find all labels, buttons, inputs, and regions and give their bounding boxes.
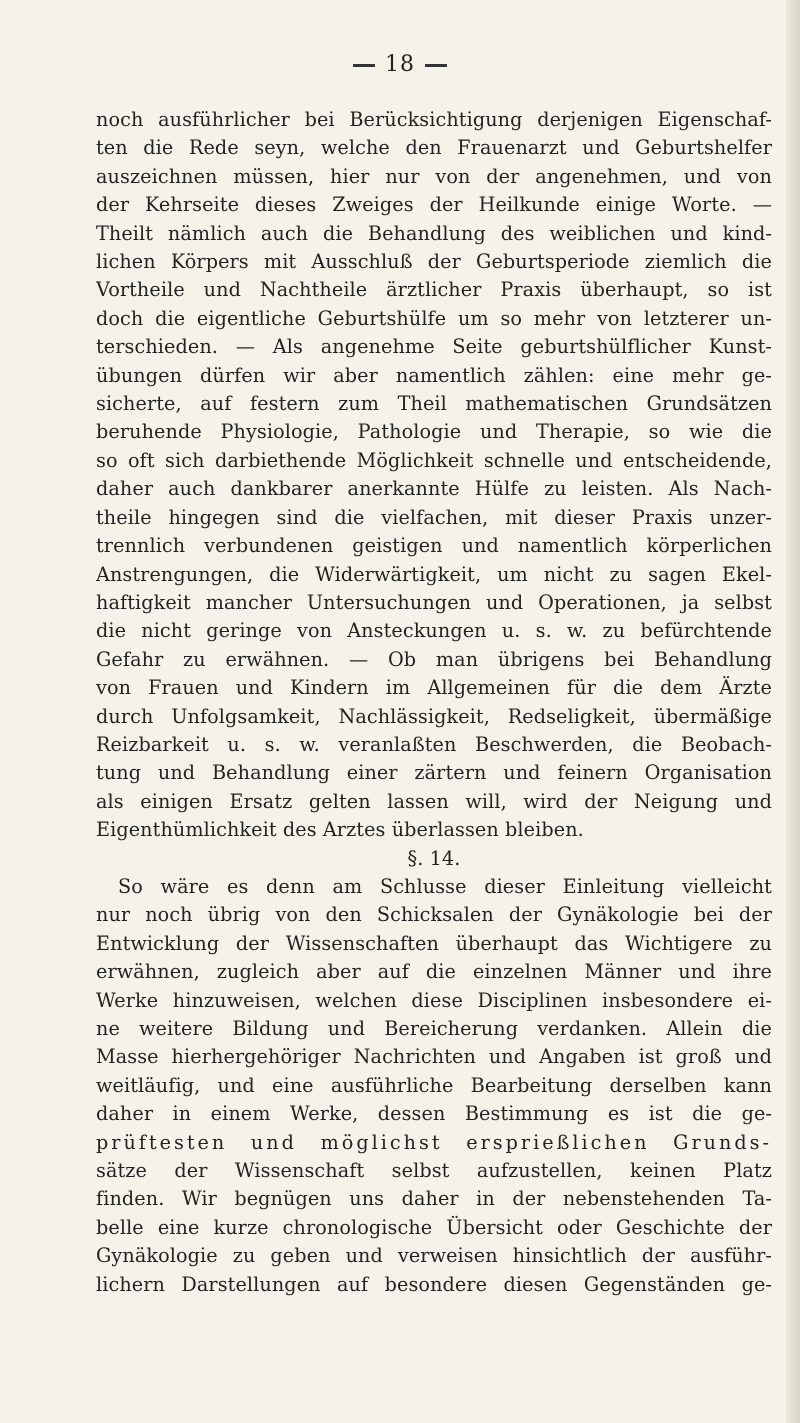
text-line: Werke hinzuweisen, welchen diese Disciplinen insbesondere ei- xyxy=(96,988,772,1012)
text-line: so oft sich darbiethende Möglichkeit schnelle und entscheidende, xyxy=(96,448,772,472)
text-line: Anstrengungen, die Widerwärtigkeit, um nicht zu sagen Ekel- xyxy=(96,562,772,586)
text-line: belle eine kurze chronologische Übersicht oder Geschichte der xyxy=(96,1215,772,1239)
text-line: daher in einem Werke, dessen Bestimmung es ist die ge- xyxy=(96,1102,772,1126)
page-header xyxy=(0,52,800,77)
header-dash-right xyxy=(425,64,447,67)
text-line: sätze der Wissenschaft selbst aufzustellen, keinen Platz xyxy=(96,1159,772,1183)
text-line: Masse hierhergehöriger Nachrichten und Angaben ist groß und xyxy=(96,1045,772,1069)
text-line: Eigenthümlichkeit des Arztes überlassen bleiben. xyxy=(96,818,584,842)
text-line: tung und Behandlung einer zärtern und feinern Organisation xyxy=(96,761,772,785)
text-line: daher auch dankbarer anerkannte Hülfe zu leisten. Als Nach- xyxy=(96,477,772,501)
text-line: lichern Darstellungen auf besondere diesen Gegenständen ge- xyxy=(96,1272,772,1296)
text-line: finden. Wir begnügen uns daher in der nebenstehenden Ta- xyxy=(96,1187,772,1211)
text-line-emphasis: prüftesten und möglichst ersprießlichen Grunds- xyxy=(96,1130,772,1154)
text-line: weitläufig, und eine ausführliche Bearbeitung derselben kann xyxy=(96,1073,772,1097)
page-edge xyxy=(786,0,800,1423)
text-line: So wäre es denn am Schlusse dieser Einleitung vielleicht xyxy=(118,874,772,898)
body-text xyxy=(96,106,772,1299)
text-line: Gynäkologie zu geben und verweisen hinsichtlich der ausführ- xyxy=(96,1244,772,1268)
text-line: Gefahr zu erwähnen. — Ob man übrigens bei Behandlung xyxy=(96,647,772,671)
text-line: erwähnen, zugleich aber auf die einzelnen Männer und ihre xyxy=(96,960,772,984)
text-line: noch ausführlicher bei Berücksichtigung derjenigen Eigenschaf- xyxy=(96,108,772,131)
text-line: übungen dürfen wir aber namentlich zählen: eine mehr ge- xyxy=(96,363,772,387)
text-line: haftigkeit mancher Untersuchungen und Operationen, ja selbst xyxy=(96,590,772,614)
text-line: doch die eigentliche Geburtshülfe um so mehr von letzterer un- xyxy=(96,306,772,330)
header-dash-left xyxy=(353,64,375,67)
text-line: beruhende Physiologie, Pathologie und Therapie, so wie die xyxy=(96,420,772,444)
section-mark: §. 14. xyxy=(407,846,461,870)
text-line: theile hingegen sind die vielfachen, mit dieser Praxis unzer- xyxy=(96,505,772,529)
text-line: von Frauen und Kindern im Allgemeinen für die dem Ärzte xyxy=(96,676,772,700)
text-line: ne weitere Bildung und Bereicherung verdanken. Allein die xyxy=(96,1017,772,1040)
page-number: 18 xyxy=(385,52,415,77)
text-line: trennlich verbundenen geistigen und namentlich körperlichen xyxy=(96,534,772,558)
text-line: auszeichnen müssen, hier nur von der angenehmen, und von xyxy=(96,164,772,188)
text-line: nur noch übrig von den Schicksalen der Gynäkologie bei der xyxy=(96,903,772,927)
text-line: die nicht geringe von Ansteckungen u. s. w. zu befürchtende xyxy=(96,619,772,643)
text-line: Entwicklung der Wissenschaften überhaupt das Wichtigere zu xyxy=(96,931,772,955)
text-line: lichen Körpers mit Ausschluß der Geburtsperiode ziemlich die xyxy=(96,250,772,274)
text-line: durch Unfolgsamkeit, Nachlässigkeit, Redseligkeit, übermäßige xyxy=(96,704,772,728)
text-line: Vortheile und Nachtheile ärztlicher Praxis überhaupt, so ist xyxy=(96,278,772,302)
text-line: der Kehrseite dieses Zweiges der Heilkunde einige Worte. — xyxy=(96,193,772,217)
text-line: sicherte, auf festern zum Theil mathematischen Grundsätzen xyxy=(96,392,772,416)
text-line: ten die Rede seyn, welche den Frauenarzt und Geburtshelfer xyxy=(96,136,772,160)
text-line: als einigen Ersatz gelten lassen will, wird der Neigung und xyxy=(96,789,772,813)
text-line: Reizbarkeit u. s. w. veranlaßten Beschwerden, die Beobach- xyxy=(96,732,772,756)
text-line: Theilt nämlich auch die Behandlung des weiblichen und kind- xyxy=(96,221,772,245)
text-line: terschieden. — Als angenehme Seite geburtshülflicher Kunst- xyxy=(96,335,772,359)
